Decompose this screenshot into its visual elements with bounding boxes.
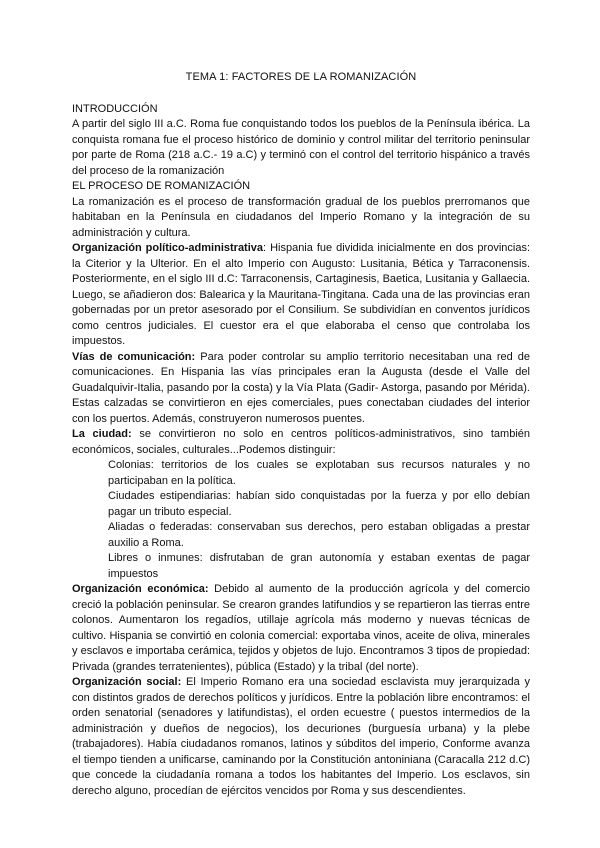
process-heading: EL PROCESO DE ROMANIZACIÓN — [72, 180, 251, 192]
list-item: Aliadas o federadas: conservaban sus derechos, pero estaban obligadas a prestar auxilio a Roma. — [108, 521, 530, 549]
social-label: Organización social: — [72, 676, 182, 688]
ciudad-types-list — [72, 458, 530, 582]
politica-label: Organización político-administrativa — [72, 242, 264, 254]
ciudad-label: La ciudad: — [72, 428, 132, 440]
economica-text: Debido al aumento de la producción agrícola y del comercio creció la población peninsular. Se crearon grandes latifundios y se repartieron las tierras entre colonos. Aumentaron los regadíos, utillaje agrícola más moderno y nuevas técnicas de cultivo. Hispania se convirtió en colonia comercial: exportaba vinos, aceite de oliva, minerales y esclavos e importaba cerámica, tejidos y objetos de lujo. Encontramos 3 tipos de propiedad: Privada (grandes terratenientes), pública (Estado) y la tribal (del norte). — [72, 583, 530, 673]
politica-text: : Hispania fue dividida inicialmente en dos provincias: la Citerior y la Ulterior. En el alto Imperio con Augusto: Lusitania, Bética y Tarraconensis. Posteriormente, en el siglo III d.C: Tarraconensis, Cartaginesis, Baetica, Lusitania y Gallaecia. Luego, se añadieron dos: Balearica y la Mauritana-Tingitana. Cada una de las provincias eran gobernadas por un pretor asesorado por el Consilium. Se subdividían en conventos jurídicos como centros judiciales. El cuestor era el que elaboraba el censo que controlaba los impuestos. — [72, 242, 531, 347]
politica-paragraph — [72, 241, 530, 350]
economica-paragraph — [72, 582, 530, 675]
social-text: El Imperio Romano era una sociedad esclavista muy jerarquizada y con distintos grados de derechos políticos y jurídicos. Entre la población libre encontramos: el orden senatorial (senadores y latifundistas), el orden ecuestre ( puestos intermedios de la administración y dueños de negocios), los decuriones (burguesía urbana) y la plebe (trabajadores). Había ciudadanos romanos, latinos y súbditos del imperio, Conforme avanza el tiempo tienden a unificarse, caminando por la Constitución antoniniana (Caracalla 212 d.C) que concede la ciudadanía romana a todos los habitantes del Imperio. Los esclavos, sin derecho alguno, procedían de ejércitos vencidos por Roma y sus descendientes. — [72, 676, 530, 797]
process-paragraph: La romanización es el proceso de transformación gradual de los pueblos prerromanos que habitaban en la Península en ciudadanos del Imperio Romano y la integración de su administración y cultura. — [72, 195, 530, 239]
vias-text: Para poder controlar su amplio territorio necesitaban una red de comunicaciones. En Hispania las vías principales eran la Augusta (desde el Valle del Guadalquivir-Italia, pasando por la costa) y la Vía Plata (Gadir- Astorga, pasando por Mérida). Estas calzadas se convirtieron en ejes comerciales, pues conectaban ciudades del interior con los puertos. Además, construyeron numerosos puentes. — [72, 350, 530, 425]
document-title: TEMA 1: FACTORES DE LA ROMANIZACIÓN — [185, 71, 417, 83]
list-item: Libres o inmunes: disfrutaban de gran autonomía y estaban exentas de pagar impuestos — [108, 552, 530, 580]
vias-paragraph — [72, 350, 530, 428]
intro-paragraph: A partir del siglo III a.C. Roma fue conquistando todos los pueblos de la Península ibérica. La conquista romana fue el proceso histórico de dominio y control militar del territorio peninsular por parte de Roma (218 a.C.- 19 a.C) y terminó con el control del territorio hispánico a través del proceso de la romanización — [72, 118, 530, 177]
economica-label: Organización económica: — [72, 583, 209, 595]
ciudad-paragraph — [72, 427, 530, 458]
intro-heading: INTRODUCCIÓN — [72, 102, 158, 115]
vias-label: Vías de comunicación: — [72, 350, 196, 363]
social-paragraph — [72, 675, 530, 799]
ciudad-text: se convirtieron no solo en centros políticos-administrativos, sino también económicos, sociales, culturales...Podemos distinguir: — [72, 428, 530, 456]
list-item: Ciudades estipendiarias: habían sido conquistadas por la fuerza y por ello debían pagar un tributo especial. — [108, 490, 530, 518]
document-page — [72, 70, 530, 799]
list-item: Colonias: territorios de los cuales se explotaban sus recursos naturales y no participaban en la política. — [108, 459, 530, 487]
